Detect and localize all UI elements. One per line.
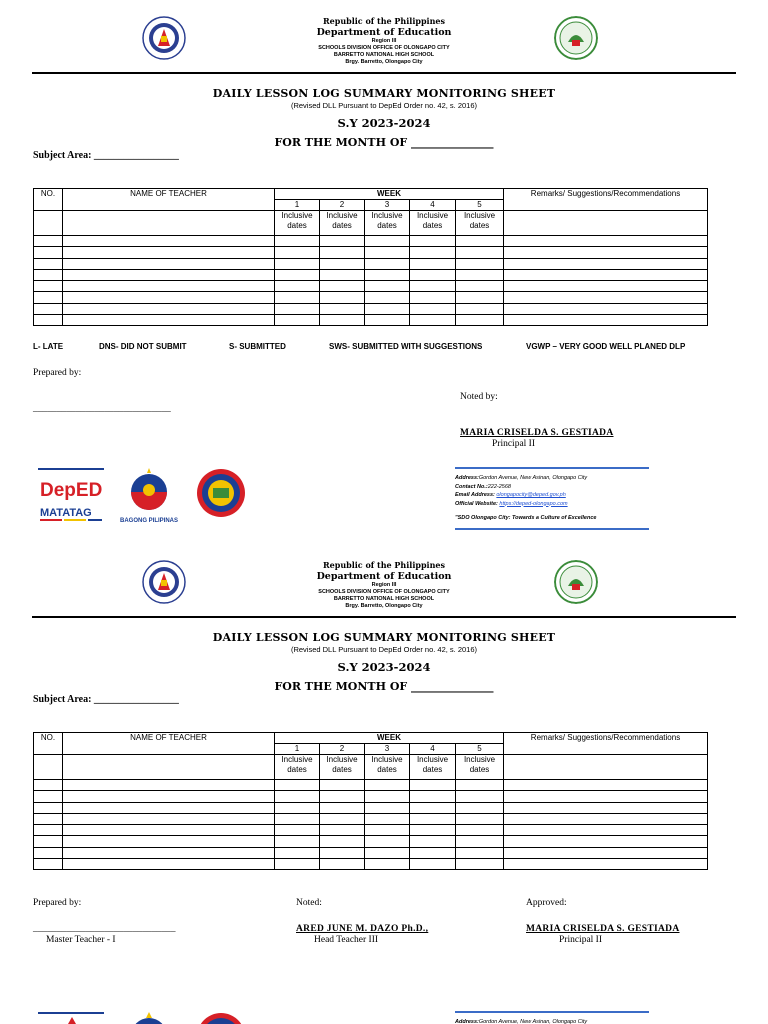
week-number: 4 [410, 200, 456, 211]
dates-label: dates [469, 221, 490, 230]
school-seal-icon [554, 16, 598, 60]
inclusive-dates-cell [456, 755, 504, 780]
cell [504, 211, 708, 236]
monitoring-table [33, 732, 708, 870]
form-title: DAILY LESSON LOG SUMMARY MONITORING SHEET [212, 87, 556, 100]
head-teacher-name: ARED JUNE M. DAZO Ph.D., [296, 924, 429, 934]
principal-title: Principal II [559, 935, 603, 945]
table-row [34, 303, 708, 314]
table-row [34, 236, 708, 247]
letterhead [0, 0, 768, 76]
form-title: DAILY LESSON LOG SUMMARY MONITORING SHEET [212, 631, 556, 644]
table-row [34, 791, 708, 802]
matatag-word: MATATAG [40, 507, 92, 519]
table-row [34, 292, 708, 303]
principal-name: MARIA CRISELDA S. GESTIADA [526, 924, 680, 934]
inclusive-label: Inclusive [371, 211, 403, 220]
school-year: S.Y 2023-2024 [337, 116, 431, 130]
week-number: 3 [365, 200, 410, 211]
form-revision: (Revised DLL Pursuant to DepEd Order no. 42, s. 2016) [290, 645, 478, 654]
letterhead [0, 544, 768, 620]
table-row [34, 780, 708, 791]
address-text: Brgy. Barretto, Olongapo City [345, 603, 423, 609]
division-text: SCHOOLS DIVISION OFFICE OF OLONGAPO CITY [318, 45, 450, 51]
prepared-by-line: ______________________________ [33, 924, 176, 934]
head-teacher-title: Head Teacher III [314, 935, 379, 945]
address-label: Address: [455, 475, 479, 481]
deped-matatag-logo-icon [38, 1008, 106, 1024]
noted-label: Noted: [296, 898, 322, 908]
month-field: FOR THE MONTH OF _______________ [274, 136, 494, 149]
school-text: BARRETTO NATIONAL HIGH SCHOOL [333, 596, 435, 602]
cell [504, 755, 708, 780]
inclusive-label: Inclusive [326, 211, 358, 220]
sdo-olongapo-seal-icon [192, 1012, 250, 1024]
legend-dns: DNS- DID NOT SUBMIT [99, 342, 187, 351]
table-row [34, 825, 708, 836]
school-year: S.Y 2023-2024 [337, 660, 431, 674]
week-number: 5 [456, 200, 504, 211]
address-label: Address: [455, 1019, 479, 1024]
dates-label: dates [422, 221, 443, 230]
address-value: Gordon Avenue, New Asinan, Olongapo City [478, 1019, 588, 1024]
cell [63, 211, 275, 236]
contact-top-rule [455, 467, 649, 469]
legend-submitted: S- SUBMITTED [229, 342, 286, 351]
department-text: Department of Education [316, 27, 452, 38]
website-link[interactable]: https://deped-olongapo.com [499, 500, 568, 507]
table-row [34, 813, 708, 824]
division-text: SCHOOLS DIVISION OFFICE OF OLONGAPO CITY [318, 589, 450, 595]
col-remarks-header: Remarks/ Suggestions/Recommendations [504, 189, 708, 211]
form-title-block [0, 87, 768, 149]
table-row [34, 847, 708, 858]
legend-late: L- LATE [33, 342, 64, 351]
inclusive-label: Inclusive [371, 755, 403, 764]
week-number: 1 [275, 200, 320, 211]
school-text: BARRETTO NATIONAL HIGH SCHOOL [333, 52, 435, 58]
monitoring-table [33, 188, 708, 326]
master-teacher-title: Master Teacher - I [46, 935, 116, 945]
table-row [34, 859, 708, 870]
inclusive-label: Inclusive [416, 755, 449, 764]
table-row [34, 802, 708, 813]
website-label: Official Website: [455, 500, 500, 507]
col-name-header: NAME OF TEACHER [63, 733, 275, 755]
table-row [34, 269, 708, 280]
contact-bottom-rule [455, 528, 649, 530]
republic-text: Republic of the Philippines [322, 16, 445, 26]
address-text: Brgy. Barretto, Olongapo City [345, 59, 423, 65]
inclusive-dates-cell [410, 211, 456, 236]
col-week-header: WEEK [275, 733, 504, 744]
inclusive-dates-cell [456, 211, 504, 236]
header-rule [32, 616, 736, 618]
letterhead-text [234, 16, 534, 66]
month-field: FOR THE MONTH OF _______________ [274, 680, 494, 693]
inclusive-dates-cell [365, 755, 410, 780]
week-number: 5 [456, 744, 504, 755]
inclusive-dates-cell [275, 211, 320, 236]
deped-matatag-logo-icon [38, 464, 106, 524]
email-link[interactable]: olongapocity@deped.gov.ph [496, 492, 566, 498]
table-row [34, 281, 708, 292]
inclusive-dates-cell [365, 211, 410, 236]
deped-word: DepED [40, 480, 103, 501]
week-number: 2 [320, 744, 365, 755]
letterhead-text [234, 560, 534, 610]
sdo-motto: "SDO Olongapo City: Towards a Culture of Excellence [455, 515, 597, 521]
approved-label: Approved: [526, 898, 567, 908]
cell [34, 755, 63, 780]
dates-label: dates [377, 765, 397, 774]
principal-name: MARIA CRISELDA S. GESTIADA [460, 428, 614, 438]
school-seal-icon [554, 560, 598, 604]
header-rule [32, 72, 736, 74]
dates-label: dates [332, 765, 352, 774]
inclusive-label: Inclusive [463, 755, 496, 764]
table-row [34, 836, 708, 847]
dates-label: dates [422, 765, 443, 774]
col-name-header: NAME OF TEACHER [63, 189, 275, 211]
contact-top-rule [455, 1011, 649, 1013]
inclusive-label: Inclusive [326, 755, 358, 764]
inclusive-label: Inclusive [416, 211, 449, 220]
address-value: Gordon Avenue, New Asinan, Olongapo City [478, 475, 588, 481]
subject-area-field: Subject Area: _________________ [33, 150, 179, 161]
deped-seal-icon [142, 560, 186, 604]
legend-sws: SWS- SUBMITTED WITH SUGGESTIONS [329, 342, 483, 351]
col-remarks-header: Remarks/ Suggestions/Recommendations [504, 733, 708, 755]
dates-label: dates [287, 765, 307, 774]
cell [63, 755, 275, 780]
form-revision: (Revised DLL Pursuant to DepEd Order no. 42, s. 2016) [290, 101, 478, 110]
cell [34, 211, 63, 236]
inclusive-dates-cell [275, 755, 320, 780]
table-row [34, 258, 708, 269]
email-label: Email Address: [455, 492, 497, 498]
inclusive-label: Inclusive [281, 211, 313, 220]
col-no-header: NO. [34, 733, 63, 755]
inclusive-dates-cell [320, 755, 365, 780]
col-week-header: WEEK [275, 189, 504, 200]
week-number: 4 [410, 744, 456, 755]
noted-by-label: Noted by: [460, 392, 498, 402]
sdo-olongapo-seal-icon [192, 468, 250, 518]
legend-vgwp: VGWP – VERY GOOD WELL PLANED DLP [526, 342, 686, 351]
contact-value: 222-2568 [487, 483, 511, 490]
prepared-by-label: Prepared by: [33, 898, 82, 908]
inclusive-dates-cell [410, 755, 456, 780]
week-number: 1 [275, 744, 320, 755]
bagong-pilipinas-logo-icon [116, 1010, 182, 1024]
week-number: 2 [320, 200, 365, 211]
contact-block [455, 1011, 649, 1024]
principal-title: Principal II [492, 439, 536, 449]
department-text: Department of Education [316, 571, 452, 582]
inclusive-dates-cell [320, 211, 365, 236]
dates-label: dates [332, 221, 352, 230]
table-row [34, 247, 708, 258]
region-text: Region III [371, 582, 397, 588]
bagong-pilipinas-logo-icon [116, 466, 182, 526]
region-text: Region III [371, 38, 397, 44]
bagong-word: BAGONG PILIPINAS [119, 518, 179, 524]
contact-label: Contact No.: [455, 483, 488, 490]
form-title-block [0, 631, 768, 693]
week-number: 3 [365, 744, 410, 755]
inclusive-label: Inclusive [463, 211, 496, 220]
prepared-by-line: _____________________________ [33, 404, 171, 414]
dates-label: dates [287, 221, 307, 230]
table-row [34, 315, 708, 326]
dates-label: dates [377, 221, 397, 230]
deped-seal-icon [142, 16, 186, 60]
republic-text: Republic of the Philippines [322, 560, 445, 570]
inclusive-label: Inclusive [281, 755, 313, 764]
subject-area-field: Subject Area: _________________ [33, 694, 179, 705]
contact-block [455, 467, 649, 530]
prepared-by-label: Prepared by: [33, 368, 82, 378]
col-no-header: NO. [34, 189, 63, 211]
dates-label: dates [469, 765, 490, 774]
